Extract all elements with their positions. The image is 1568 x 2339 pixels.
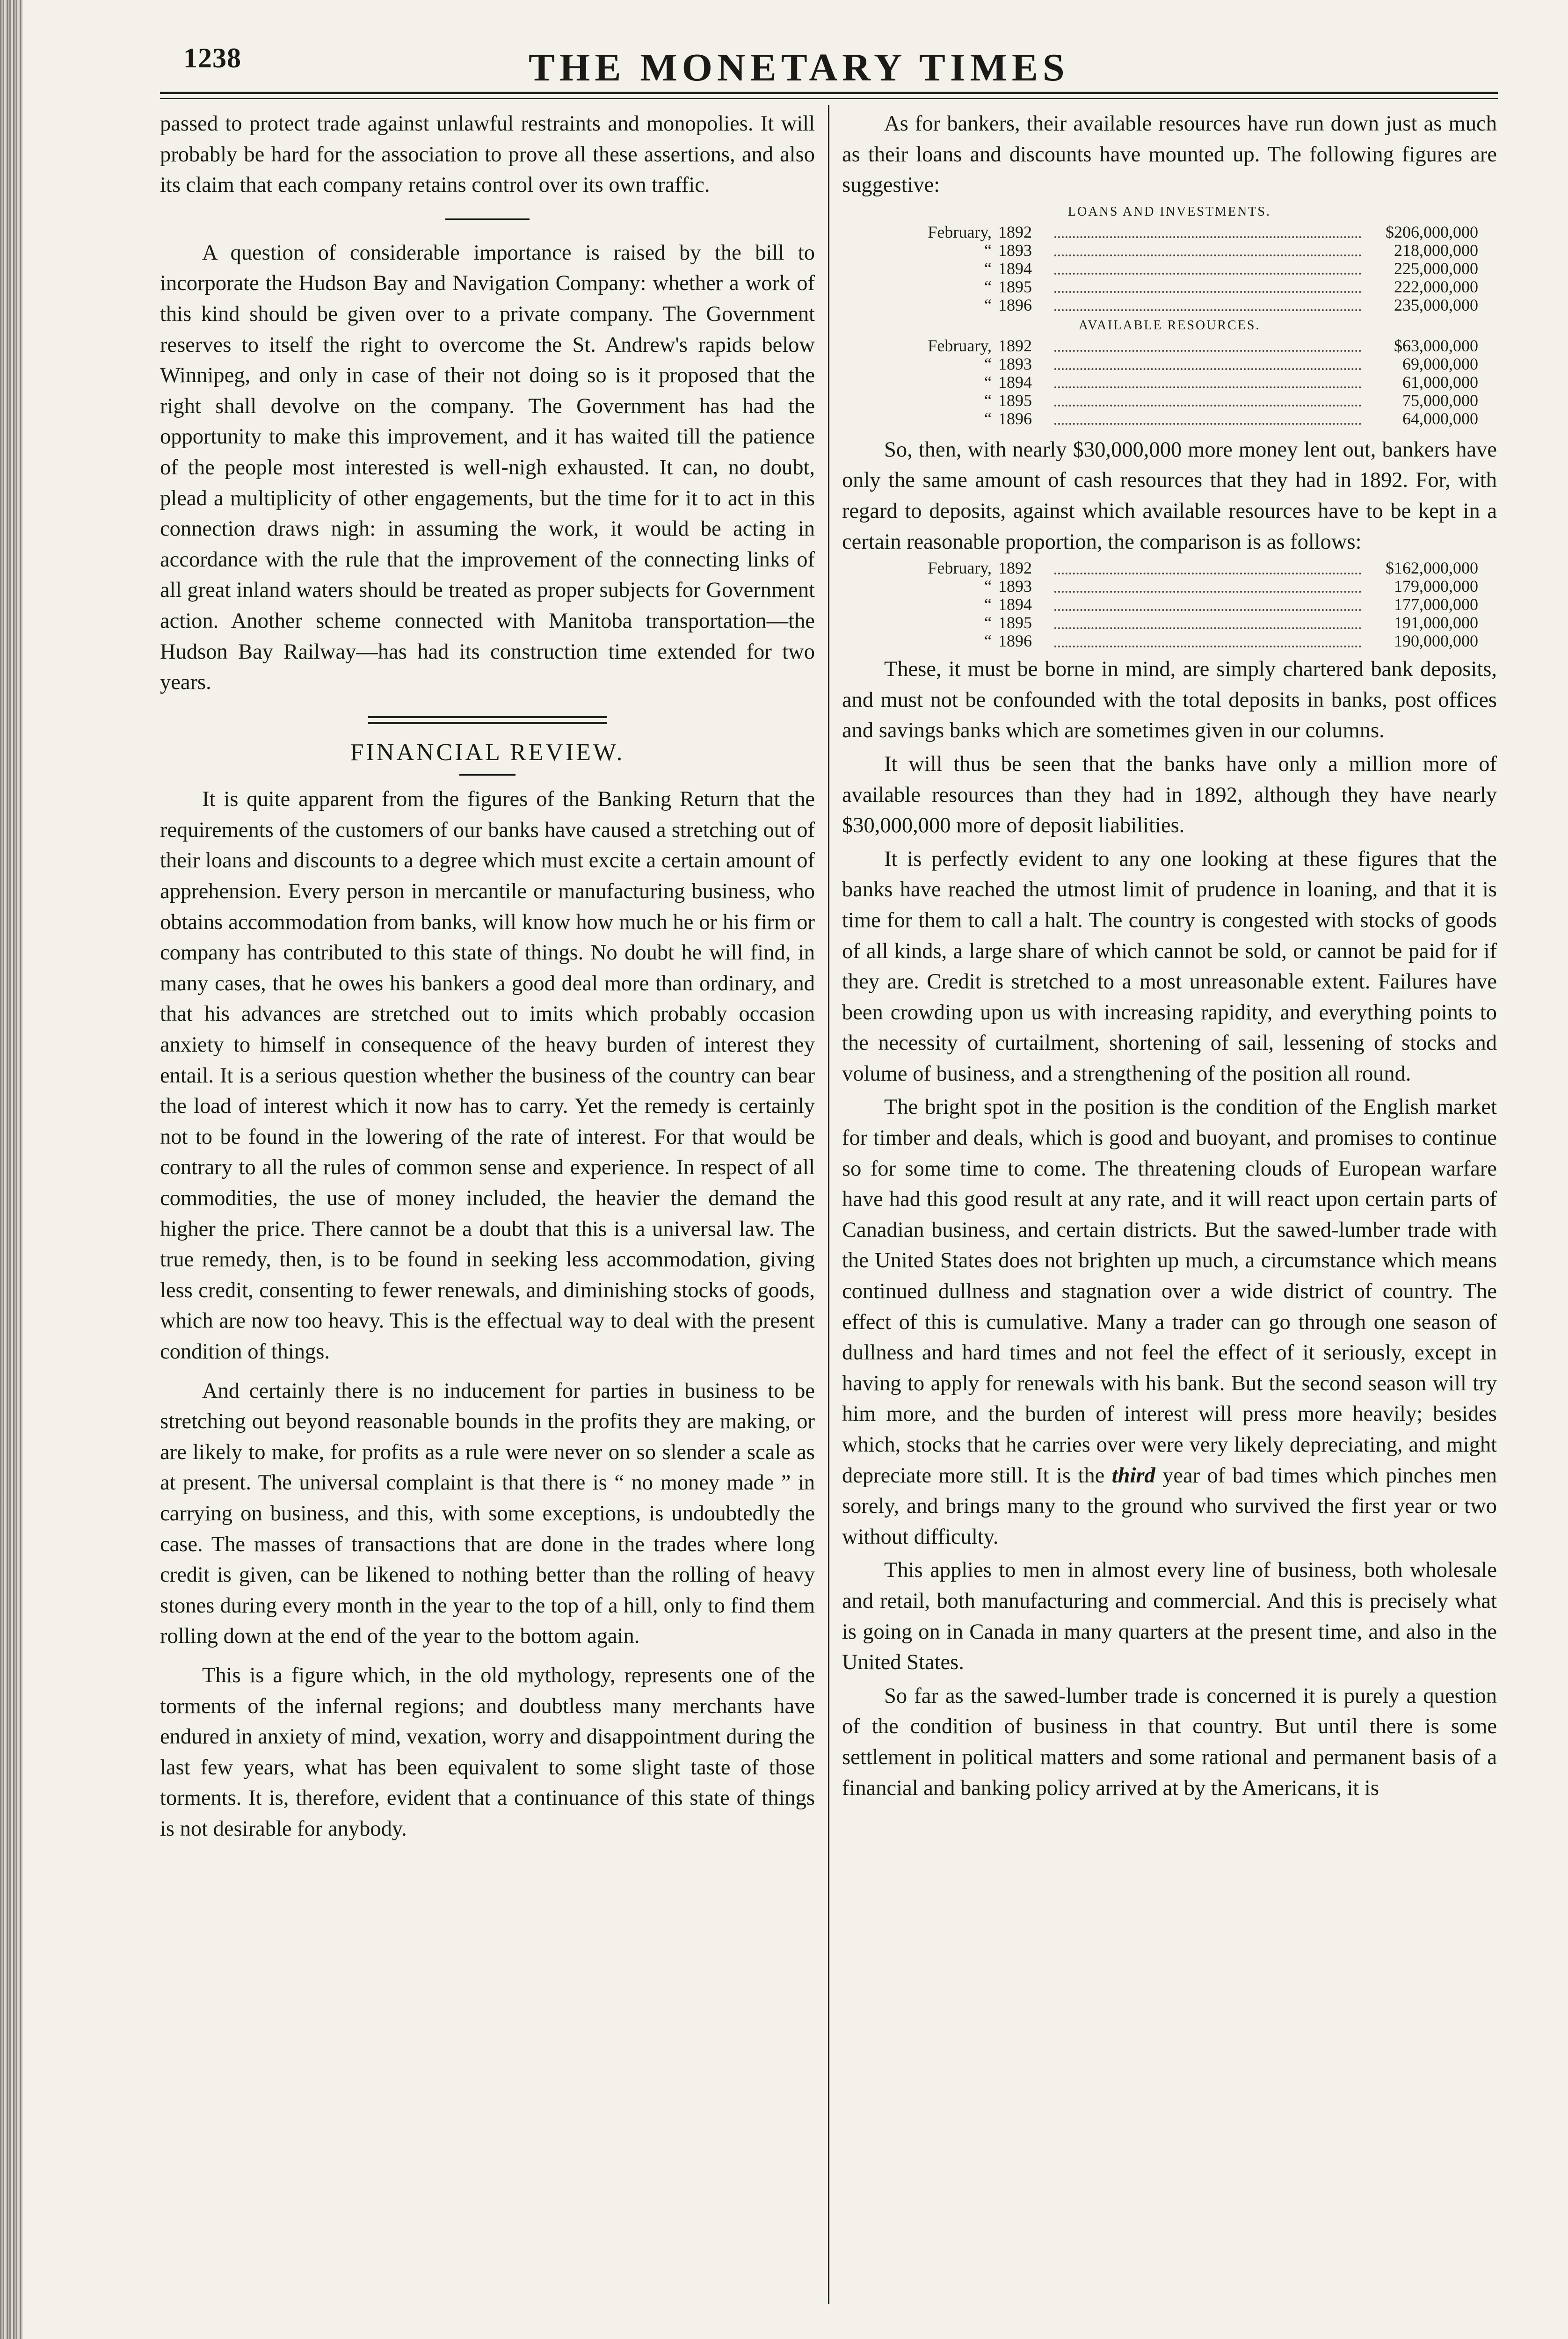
table-row bbox=[884, 632, 1478, 650]
page-edge-scan-artifact bbox=[0, 0, 22, 2339]
row-year: 1895 bbox=[998, 613, 1032, 632]
right-paragraph-1: As for bankers, their available resources have run down just as much as their loans and discounts have mounted up. The following figures are suggestive: bbox=[842, 112, 1497, 197]
loans-investments-table bbox=[884, 223, 1478, 314]
right-paragraph-6 bbox=[842, 1092, 1497, 1552]
row-amount: 235,000,000 bbox=[1394, 295, 1478, 314]
dot-leader bbox=[1054, 599, 1361, 611]
dot-leader bbox=[1054, 581, 1361, 593]
left-paragraph-4: And certainly there is no inducement for parties in business to be stretching out beyond reasonable bounds in the profits they are making, or are likely to make, for profits as a rule were never on so slender a scale as at present. The universal complaint is that there is “ no money made ” in carrying on business, and this, with some exceptions, is undoubtedly the case. The masses of transactions that are done in the trades where long credit is given, can be likened to nothing better than the rolling of heavy stones during every month in the year to the top of a hill, only to find them rolling down at the end of the year to the bottom again. bbox=[160, 1379, 815, 1649]
dot-leader bbox=[1054, 299, 1361, 311]
row-label: “ bbox=[984, 577, 992, 596]
header-rule-top bbox=[160, 92, 1498, 94]
emphasis-third: third bbox=[1111, 1463, 1155, 1488]
row-label: “ bbox=[984, 240, 992, 260]
table-caption-loans: LOANS AND INVESTMENTS. bbox=[1068, 204, 1271, 219]
left-paragraph-1: passed to protect trade against unlawful restraints and monopolies. It will probably be hard for the association to prove all these assertions, and also its claim that each company retains control over its own traffic. bbox=[160, 112, 815, 197]
left-column bbox=[160, 109, 815, 1844]
row-label: “ bbox=[984, 391, 992, 410]
column-divider bbox=[828, 105, 829, 2304]
row-label: “ bbox=[984, 372, 992, 392]
left-paragraph-5: This is a figure which, in the old mythology, represents one of the torments of the infernal regions; and doubtless many merchants have endured in anxiety of mind, vexation, worry and disappointment during the last few years, what has been equivalent to some slight taste of those torments. It is, therefore, evident that a continuance of this state of things is not desirable for anybody. bbox=[160, 1663, 815, 1841]
row-amount: 61,000,000 bbox=[1402, 372, 1478, 392]
right-paragraph-3: These, it must be borne in mind, are simply chartered bank deposits, and must not be confounded with the total deposits in banks, post offices and savings banks which are sometimes given in our columns. bbox=[842, 657, 1497, 743]
row-year: 1895 bbox=[998, 391, 1032, 410]
left-paragraph-3: It is quite apparent from the figures of the Banking Return that the requirements of the customers of our banks have caused a stretching out of their loans and discounts to a degree which must excite a certain amount of apprehension. Every person in mercantile or manufacturing business, who obtains accommodation from banks, will know how much he or his firm or company has contributed to this state of things. No doubt he will find, in many cases, that he owes his bankers a good deal more than ordinary, and that his advances are stretched out to imits which probably occasion anxiety to himself in consequence of the heavy burden of interest they entail. It is a serious question whether the business of the country can bear the load of interest which it now has to carry. Yet the remedy is certainly not to be found in the lowering of the rate of interest. For that would be contrary to all the rules of common sense and experience. In respect of all commodities, the use of money included, the heavier the demand the higher the price. There cannot be a doubt that this is a universal law. The true remedy, then, is to be found in seeking less accommodation, giving less credit, consenting to fewer renewals, and diminishing stocks of goods, which are now too heavy. This is the effectual way to deal with the present condition of things. bbox=[160, 787, 815, 1364]
right-paragraph-6-tail: year of bad times which pinches men sorely, and brings many to the ground who survived the first year or two without difficulty. bbox=[842, 1463, 1497, 1549]
leader-dots bbox=[1050, 373, 1366, 392]
row-amount: 191,000,000 bbox=[1394, 613, 1478, 632]
row-label: “ bbox=[984, 632, 992, 651]
table-row bbox=[884, 373, 1478, 392]
leader-dots bbox=[1050, 577, 1366, 596]
table-row bbox=[884, 614, 1478, 632]
section-heading: FINANCIAL REVIEW. bbox=[350, 739, 625, 766]
right-paragraph-8: So far as the sawed-lumber trade is concerned it is purely a question of the condition of business in that country. But until there is some settlement in political matters and some rational and permanent basis of a financial and banking policy arrived at by the Americans, it is bbox=[842, 1684, 1497, 1800]
row-label: February, bbox=[928, 336, 992, 355]
table-caption-resources: AVAILABLE RESOURCES. bbox=[1078, 318, 1261, 333]
available-resources-table bbox=[884, 337, 1478, 428]
row-amount: 75,000,000 bbox=[1402, 391, 1478, 410]
deposits-table bbox=[884, 559, 1478, 650]
dot-leader bbox=[1054, 281, 1361, 293]
table-row bbox=[884, 296, 1478, 314]
row-year: 1895 bbox=[998, 277, 1032, 296]
leader-dots bbox=[1050, 614, 1366, 632]
leader-dots bbox=[1050, 241, 1366, 260]
row-label: “ bbox=[984, 409, 992, 428]
row-year: 1894 bbox=[998, 259, 1032, 278]
row-amount: $206,000,000 bbox=[1386, 222, 1478, 241]
table-row bbox=[884, 559, 1478, 577]
row-amount: $63,000,000 bbox=[1394, 336, 1478, 355]
table-row bbox=[884, 278, 1478, 296]
leader-dots bbox=[1050, 296, 1366, 314]
leader-dots bbox=[1050, 392, 1366, 410]
leader-dots bbox=[1050, 632, 1366, 650]
row-year: 1896 bbox=[998, 409, 1032, 428]
double-rule-separator bbox=[368, 716, 607, 724]
row-label: “ bbox=[984, 595, 992, 614]
row-year: 1892 bbox=[998, 559, 1032, 578]
row-amount: 222,000,000 bbox=[1394, 277, 1478, 296]
row-label: “ bbox=[984, 277, 992, 296]
dot-leader bbox=[1054, 226, 1361, 238]
table-row bbox=[884, 596, 1478, 614]
row-year: 1894 bbox=[998, 595, 1032, 614]
page-number: 1238 bbox=[183, 43, 241, 73]
dot-leader bbox=[1054, 617, 1361, 629]
row-amount: 179,000,000 bbox=[1394, 577, 1478, 596]
row-amount: 177,000,000 bbox=[1394, 595, 1478, 614]
row-label: “ bbox=[984, 354, 992, 373]
leader-dots bbox=[1050, 355, 1366, 373]
dot-leader bbox=[1054, 635, 1361, 647]
row-label: February, bbox=[928, 222, 992, 241]
row-year: 1896 bbox=[998, 295, 1032, 314]
row-amount: 190,000,000 bbox=[1394, 632, 1478, 651]
leader-dots bbox=[1050, 223, 1366, 241]
dot-leader bbox=[1054, 413, 1361, 425]
row-year: 1892 bbox=[998, 222, 1032, 241]
table-row bbox=[884, 392, 1478, 410]
right-paragraph-5: It is perfectly evident to any one looking at these figures that the banks have reached the utmost limit of prudence in loaning, and that it is time for them to call a halt. The country is congested with stocks of goods of all kinds, a large share of which cannot be sold, or cannot be paid for if they are. Credit is stretched to a most unreasonable extent. Failures have been crowding upon us with increasing rapidity, and everything points to the necessity of curtailment, shortening of sail, lessening of stocks and volume of business, and a strengthening of the position all round. bbox=[842, 847, 1497, 1086]
row-year: 1892 bbox=[998, 336, 1032, 355]
table-row bbox=[884, 577, 1478, 596]
dot-leader bbox=[1054, 244, 1361, 256]
table-row bbox=[884, 260, 1478, 278]
row-year: 1893 bbox=[998, 577, 1032, 596]
leader-dots bbox=[1050, 596, 1366, 614]
row-label: “ bbox=[984, 259, 992, 278]
right-paragraph-4: It will thus be seen that the banks have only a million more of available resources than they had in 1892, although they have nearly $30,000,000 more of deposit liabilities. bbox=[842, 752, 1497, 838]
row-label: February, bbox=[928, 559, 992, 578]
dot-leader bbox=[1054, 340, 1361, 352]
row-year: 1893 bbox=[998, 354, 1032, 373]
leader-dots bbox=[1050, 559, 1366, 577]
row-amount: 69,000,000 bbox=[1402, 354, 1478, 373]
dot-leader bbox=[1054, 562, 1361, 574]
row-amount: 218,000,000 bbox=[1394, 240, 1478, 260]
row-year: 1894 bbox=[998, 372, 1032, 392]
right-paragraph-7: This applies to men in almost every line of business, both wholesale and retail, both manufacturing and commercial. And this is precisely what is going on in Canada in many quarters at the present time, and also in the United States. bbox=[842, 1558, 1497, 1675]
section-separator bbox=[445, 218, 530, 220]
leader-dots bbox=[1050, 260, 1366, 278]
row-amount: 225,000,000 bbox=[1394, 259, 1478, 278]
row-amount: 64,000,000 bbox=[1402, 409, 1478, 428]
row-label: “ bbox=[984, 613, 992, 632]
row-year: 1896 bbox=[998, 632, 1032, 651]
row-amount: $162,000,000 bbox=[1386, 559, 1478, 578]
dot-leader bbox=[1054, 394, 1361, 407]
dot-leader bbox=[1054, 262, 1361, 275]
table-row bbox=[884, 241, 1478, 260]
left-paragraph-2: A question of considerable importance is raised by the bill to incorporate the Hudson Bay and Navigation Company: whether a work of this kind should be given over to a private company. The Government reserves to itself the right to overcome the St. Andrew's rapids below Winnipeg, and only in case of their not doing so is it proposed that the right shall devolve on the company. The Government has had the opportunity to make this improvement, and it has waited till the patience of the people most interested is well-nigh exhausted. It can, no doubt, plead a multiplicity of other engagements, but the time for it to act in this connection draws nigh: in assuming the work, it would be acting in accordance with the rule that the improvement of the connecting links of all great inland waters should be treated as proper subjects for Government action. Another scheme connected with Manitoba transportation—the Hudson Bay Railway—has had its construction time extended for two years. bbox=[160, 240, 815, 695]
leader-dots bbox=[1050, 337, 1366, 355]
table-row bbox=[884, 355, 1478, 373]
table-row bbox=[884, 410, 1478, 428]
row-year: 1893 bbox=[998, 240, 1032, 260]
row-label: “ bbox=[984, 295, 992, 314]
table-row bbox=[884, 337, 1478, 355]
right-paragraph-6-text: The bright spot in the position is the condition of the English market for timber and deals, which is good and buoyant, and promises to continue so for some time to come. The threatening clouds of European warfare have had this good result at any rate, and it will react upon certain parts of Canadian business, and certain districts. But the sawed-lumber trade with the United States does not brighten up much, a circumstance which means continued dullness and stagnation over a wide district of country. The effect of this is cumulative. Many a trader can go through one season of dullness and hard times and not feel the effect of it seriously, except in having to apply for renewals with his bank. But the second season will try him more, and the burden of interest will press more heavily; besides which, stocks that he carries over were very likely depreciating, and might depreciate more still. It is the bbox=[842, 1095, 1497, 1488]
masthead-title: THE MONETARY TIMES bbox=[529, 46, 1069, 89]
leader-dots bbox=[1050, 410, 1366, 428]
table-row bbox=[884, 223, 1478, 241]
dot-leader bbox=[1054, 358, 1361, 370]
right-column bbox=[842, 109, 1497, 1803]
header-rule-bottom bbox=[160, 98, 1498, 99]
dot-leader bbox=[1054, 376, 1361, 388]
leader-dots bbox=[1050, 278, 1366, 296]
right-paragraph-2: So, then, with nearly $30,000,000 more money lent out, bankers have only the same amount of cash resources that they had in 1892. For, with regard to deposits, against which available resources have to be kept in a certain reasonable proportion, the comparison is as follows: bbox=[842, 437, 1497, 554]
heading-underline bbox=[459, 774, 515, 776]
